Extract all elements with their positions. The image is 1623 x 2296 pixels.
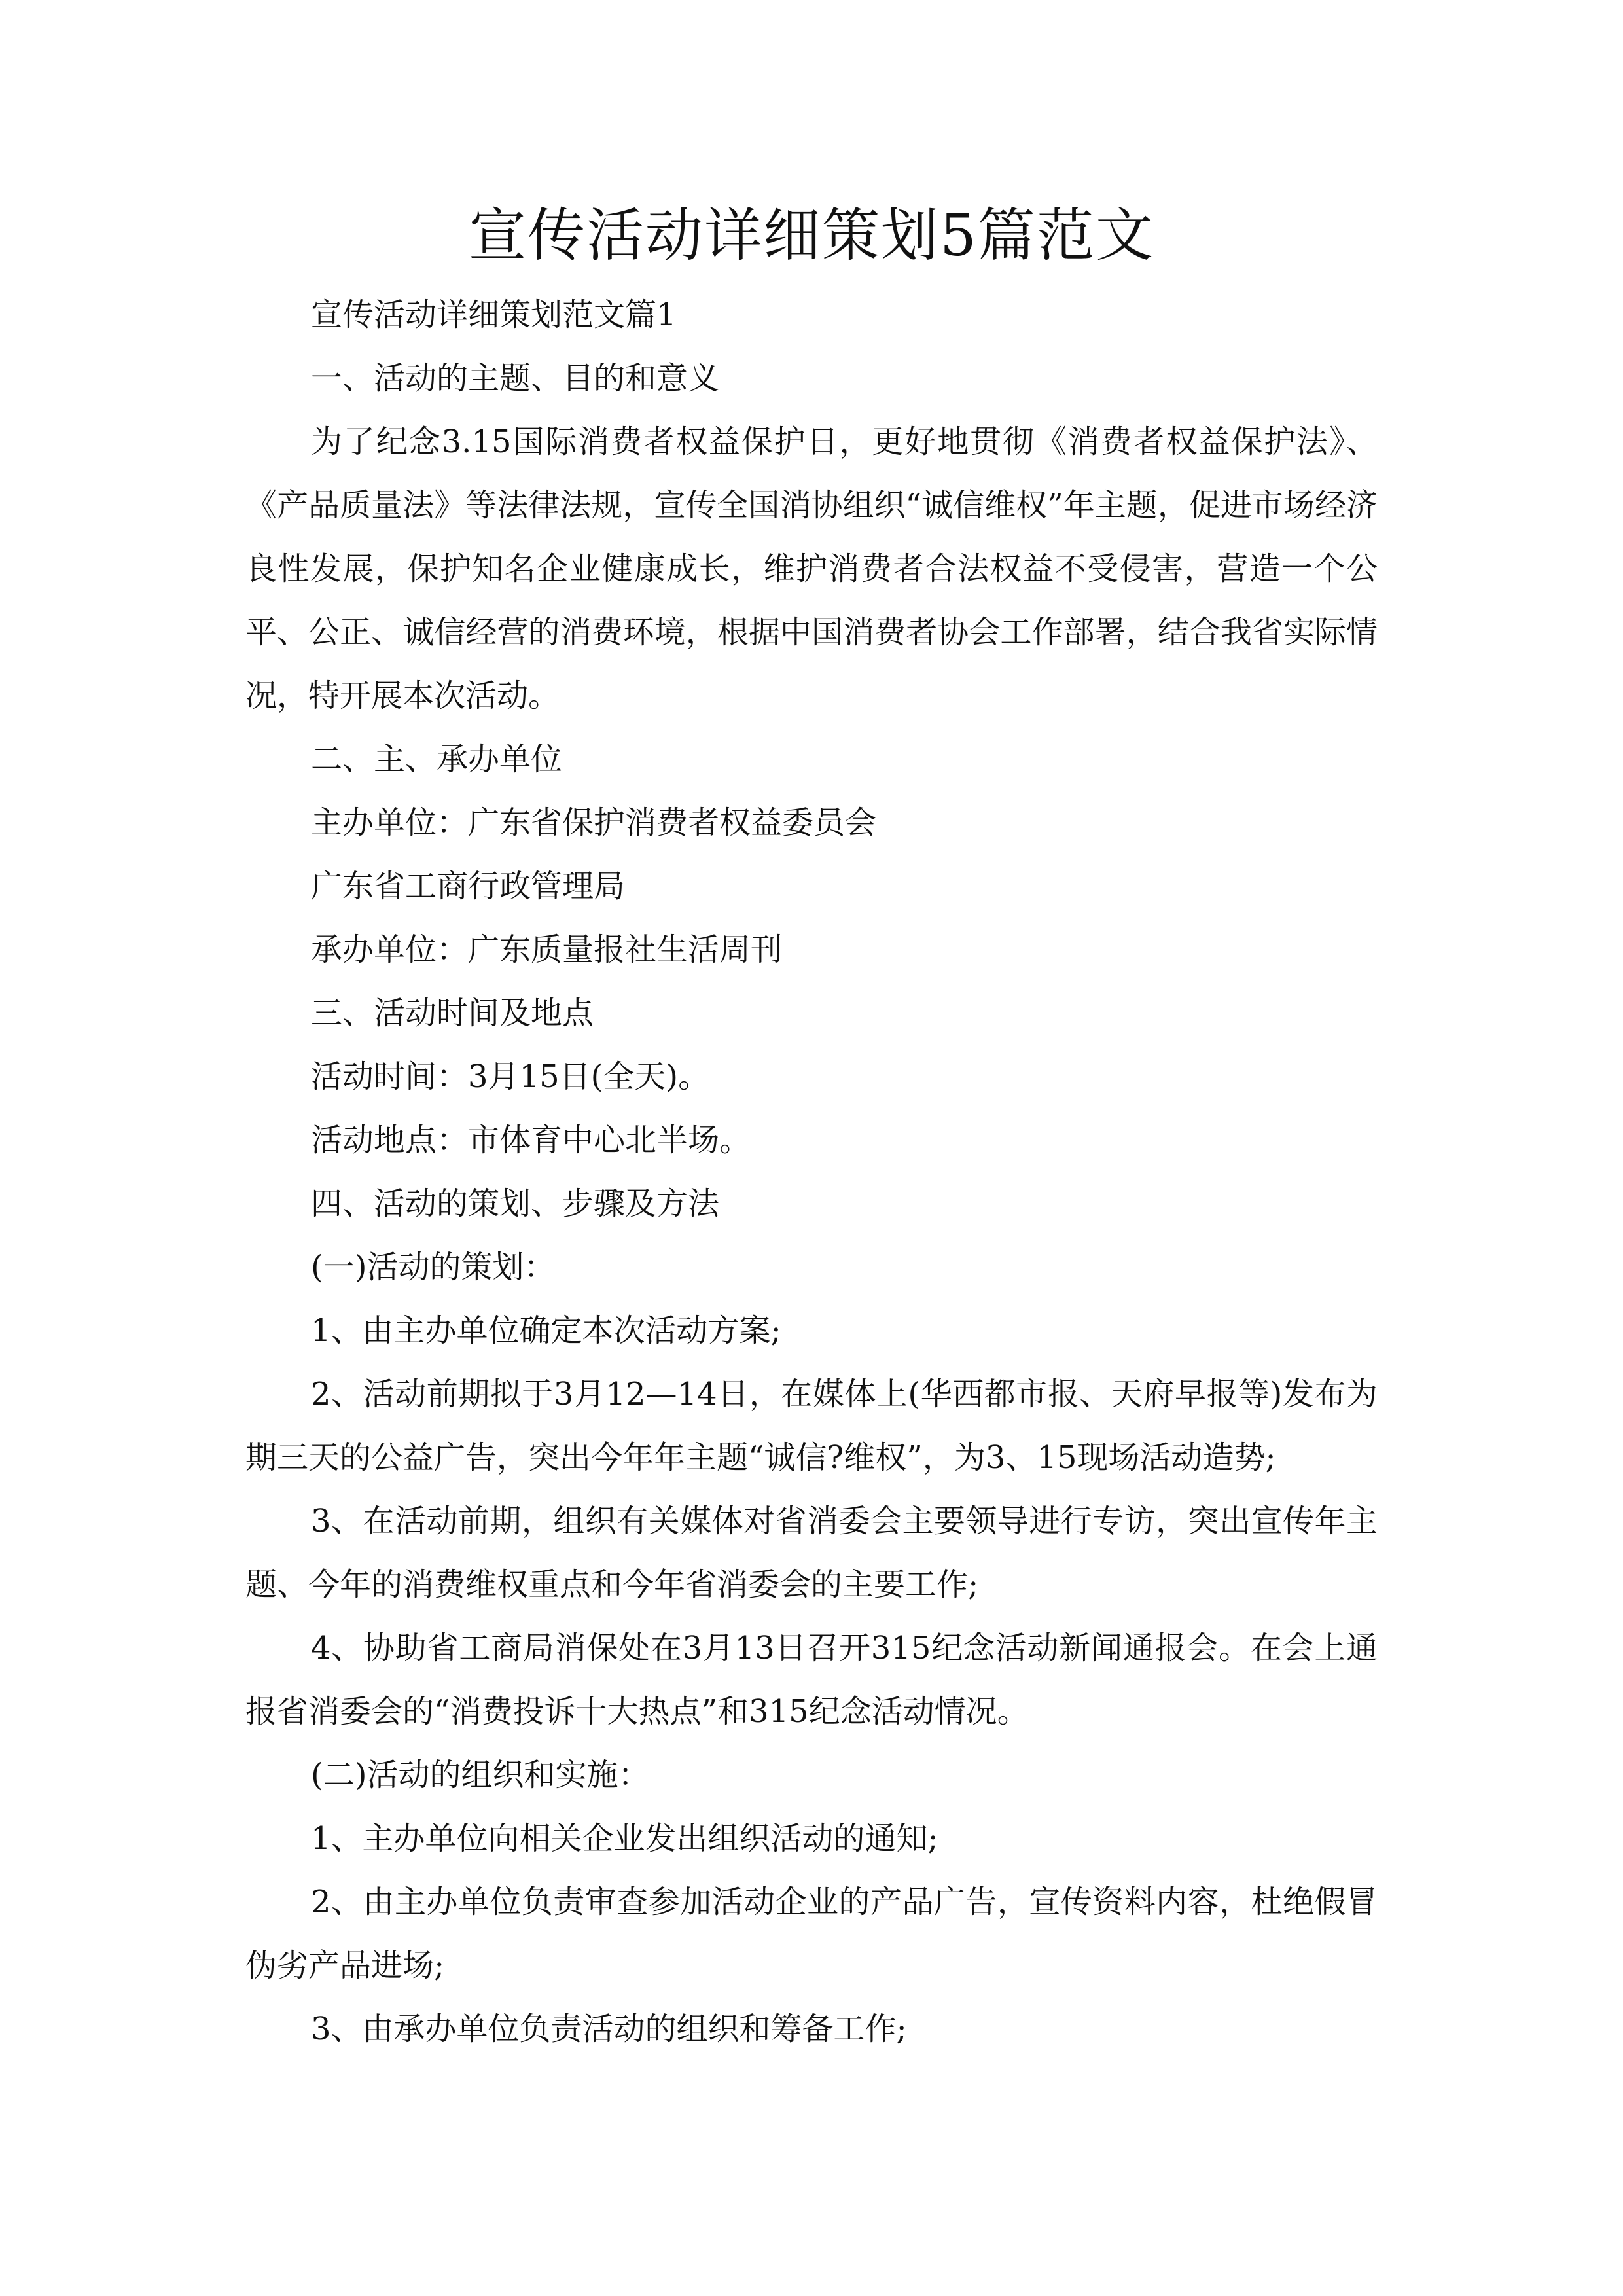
paragraph: 承办单位：广东质量报社生活周刊 bbox=[311, 931, 783, 968]
list-item: 2、活动前期拟于3月12—14日，在媒体上(华西都市报、天府早报等)发布为期三天的公益广告，突出今年年主题“诚信?维权”，为3、15现场活动造势; bbox=[245, 1376, 1378, 1476]
paragraph: 主办单位：广东省保护消费者权益委员会 bbox=[311, 804, 877, 841]
list-item: 1、由主办单位确定本次活动方案; bbox=[311, 1312, 781, 1349]
list-item: 3、在活动前期，组织有关媒体对省消委会主要领导进行专访，突出宣传年主题、今年的消费维权重点和今年省消委会的主要工作; bbox=[245, 1503, 1378, 1603]
subsection-heading: (二)活动的组织和实施： bbox=[311, 1757, 650, 1793]
section-heading: 三、活动时间及地点 bbox=[311, 995, 594, 1031]
paragraph: 活动时间：3月15日(全天)。 bbox=[311, 1058, 710, 1095]
list-item: 4、协助省工商局消保处在3月13日召开315纪念活动新闻通报会。在会上通报省消委会的“消费投诉十大热点”和315纪念活动情况。 bbox=[245, 1630, 1378, 1730]
section-heading: 四、活动的策划、步骤及方法 bbox=[311, 1185, 720, 1222]
paragraph: 为了纪念3.15国际消费者权益保护日，更好地贯彻《消费者权益保护法》、《产品质量法》等法律法规，宣传全国消协组织“诚信维权”年主题，促进市场经济良性发展，保护知名企业健康成长，维护消费者合法权益不受侵害，营造一个公平、公正、诚信经营的消费环境，根据中国消费者协会工作部署，结合我省实际情况，特开展本次活动。 bbox=[245, 423, 1378, 714]
document-title: 宣传活动详细策划5篇范文 bbox=[469, 202, 1154, 269]
list-item: 1、主办单位向相关企业发出组织活动的通知; bbox=[311, 1820, 938, 1857]
subsection-heading: (一)活动的策划： bbox=[311, 1249, 556, 1285]
paragraph: 广东省工商行政管理局 bbox=[311, 868, 626, 905]
list-item: 3、由承办单位负责活动的组织和筹备工作; bbox=[311, 2011, 907, 2047]
document-body bbox=[245, 283, 1378, 2061]
section-heading: 二、主、承办单位 bbox=[311, 741, 563, 778]
section-heading: 一、活动的主题、目的和意义 bbox=[311, 360, 720, 397]
paragraph: 活动地点：市体育中心北半场。 bbox=[311, 1122, 751, 1158]
list-item: 2、由主办单位负责审查参加活动企业的产品广告，宣传资料内容，杜绝假冒伪劣产品进场; bbox=[245, 1884, 1378, 1984]
section-heading: 宣传活动详细策划范文篇1 bbox=[311, 296, 677, 333]
